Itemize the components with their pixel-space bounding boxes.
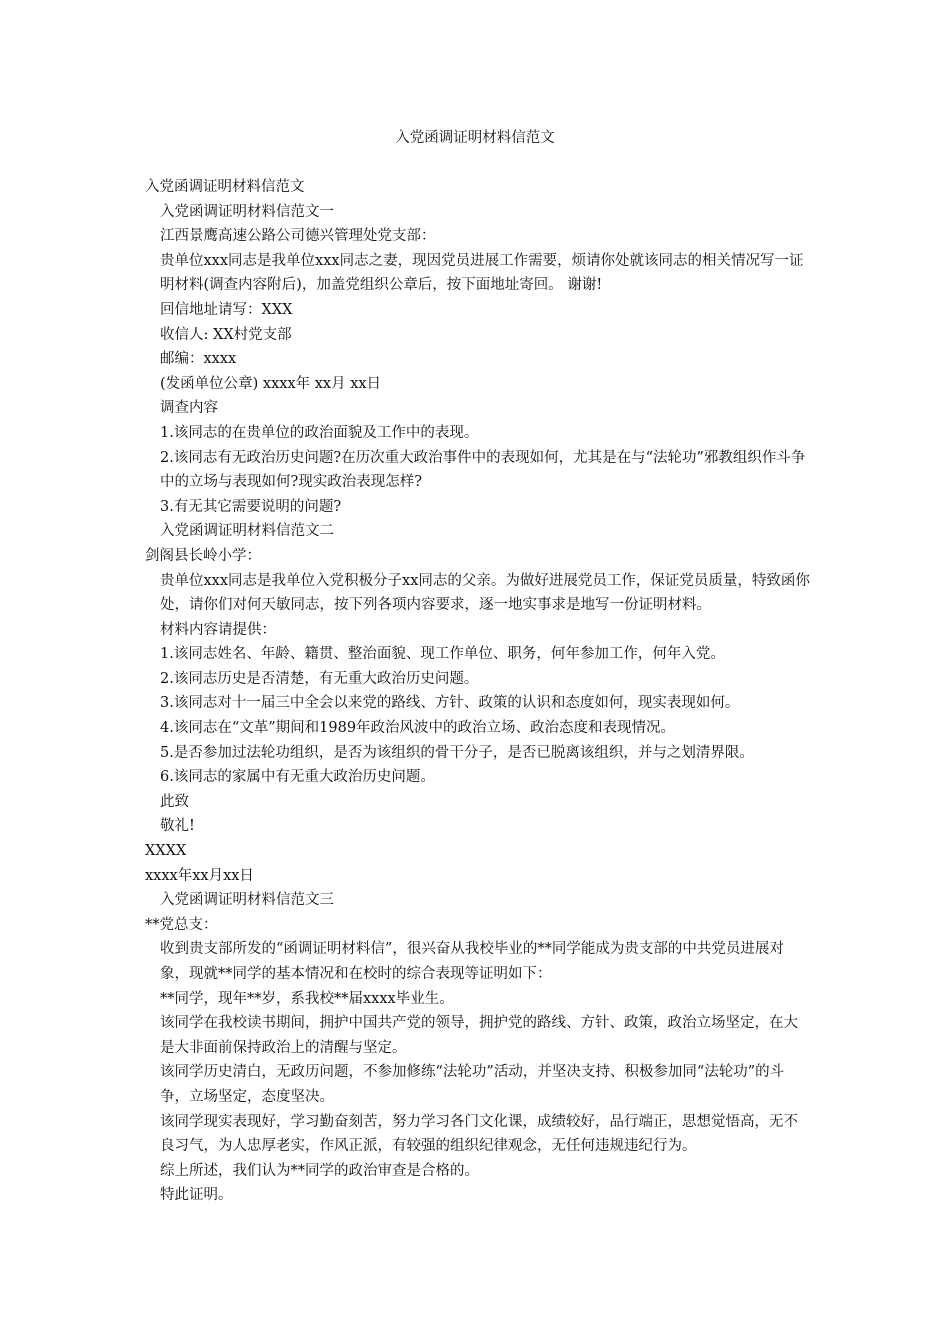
paragraph-line: 材料内容请提供：: [160, 621, 276, 638]
paragraph-line: **同学，现年**岁，系我校**届xxxx毕业生。: [160, 990, 454, 1007]
paragraph-line: 3.有无其它需要说明的问题?: [160, 498, 342, 515]
paragraph-line: (发函单位公章) xxxx年 xx月 xx日: [160, 375, 382, 392]
paragraph-line: 2.该同志历史是否清楚，有无重大政治历史问题。: [160, 670, 479, 687]
paragraph-line: 6.该同志的家属中有无重大政治历史问题。: [160, 769, 435, 786]
document-title: 入党函调证明材料信范文: [395, 130, 555, 146]
paragraph-line: 综上所述，我们认为**同学的政治审查是合格的。: [160, 1162, 479, 1179]
paragraph-line: 剑阁县长岭小学：: [145, 547, 261, 564]
paragraph-line: 特此证明。: [160, 1187, 233, 1204]
paragraph-line: 该同学在我校读书期间，拥护中国共产党的领导，拥护党的路线、方针、政策，政治立场坚定，在大是大非面前保持政治上的清醒与坚定。: [160, 1015, 798, 1056]
paragraph-line: XXXX: [145, 843, 187, 860]
paragraph-line: 回信地址请写：XXX: [160, 301, 293, 318]
paragraph-line: 收到贵支部所发的“函调证明材料信”，很兴奋从我校毕业的**同学能成为贵支部的中共党员进展对象，现就**同学的基本情况和在校时的综合表现等证明如下：: [160, 941, 784, 982]
paragraph-line: **党总支：: [145, 916, 218, 933]
paragraph-line: 4.该同志在“文革”期间和1989年政治风波中的政治立场、政治态度和表现情况。: [160, 720, 676, 737]
paragraph-line: 2.该同志有无政治历史问题?在历次重大政治事件中的表现如何，尤其是在与“法轮功”邪教组织作斗争中的立场与表现如何?现实政治表现怎样?: [160, 449, 806, 491]
paragraph-line: 入党函调证明材料信范文一: [160, 203, 334, 220]
paragraph-line: 收信人: XX村党支部: [160, 326, 292, 343]
document-body: [145, 175, 810, 1208]
paragraph-line: xxxx年xx月xx日: [145, 867, 254, 884]
paragraph-line: 1.该同志姓名、年龄、籍贯、整治面貌、现工作单位、职务，何年参加工作，何年入党。: [160, 646, 725, 663]
paragraph-line: 入党函调证明材料信范文二: [160, 523, 334, 540]
paragraph-line: 江西景鹰高速公路公司德兴管理处党支部：: [160, 228, 436, 245]
paragraph-line: 1.该同志的在贵单位的政治面貌及工作中的表现。: [160, 424, 479, 441]
paragraph-line: 此致: [160, 793, 189, 810]
paragraph-line: 5.是否参加过法轮功组织，是否为该组织的骨干分子，是否已脱离该组织，并与之划清界限。: [160, 744, 754, 761]
paragraph-line: 敬礼!: [160, 818, 195, 835]
paragraph-line: 调查内容: [160, 400, 218, 417]
paragraph-line: 入党函调证明材料信范文三: [160, 892, 334, 909]
paragraph-line: 该同学历史清白，无政历问题，不参加修练“法轮功”活动，并坚决支持、积极参加同“法轮功”的斗争，立场坚定，态度坚决。: [160, 1064, 785, 1105]
paragraph-line: 邮编：xxxx: [160, 351, 237, 368]
paragraph-line: 入党函调证明材料信范文: [145, 179, 305, 195]
paragraph-line: 3.该同志对十一届三中全会以来党的路线、方针、政策的认识和态度如何，现实表现如何。: [160, 695, 740, 712]
paragraph-line: 贵单位xxx同志是我单位xxx同志之妻，现因党员进展工作需要，烦请你处就该同志的相关情况写一证明材料(调查内容附后)，加盖党组织公章后，按下面地址寄回。 谢谢!: [160, 252, 804, 294]
paragraph-line: 该同学现实表现好，学习勤奋刻苦，努力学习各门文化课，成绩较好，品行端正，思想觉悟高，无不良习气，为人忠厚老实，作风正派，有较强的组织纪律观念，无任何违规违纪行为。: [160, 1113, 798, 1155]
paragraph-line: 贵单位xxx同志是我单位入党积极分子xx同志的父亲。为做好进展党员工作，保证党员质量，特致函你处，请你们对何天敏同志，按下列各项内容要求，逐一地实事求是地写一份证明材料。: [160, 572, 810, 614]
